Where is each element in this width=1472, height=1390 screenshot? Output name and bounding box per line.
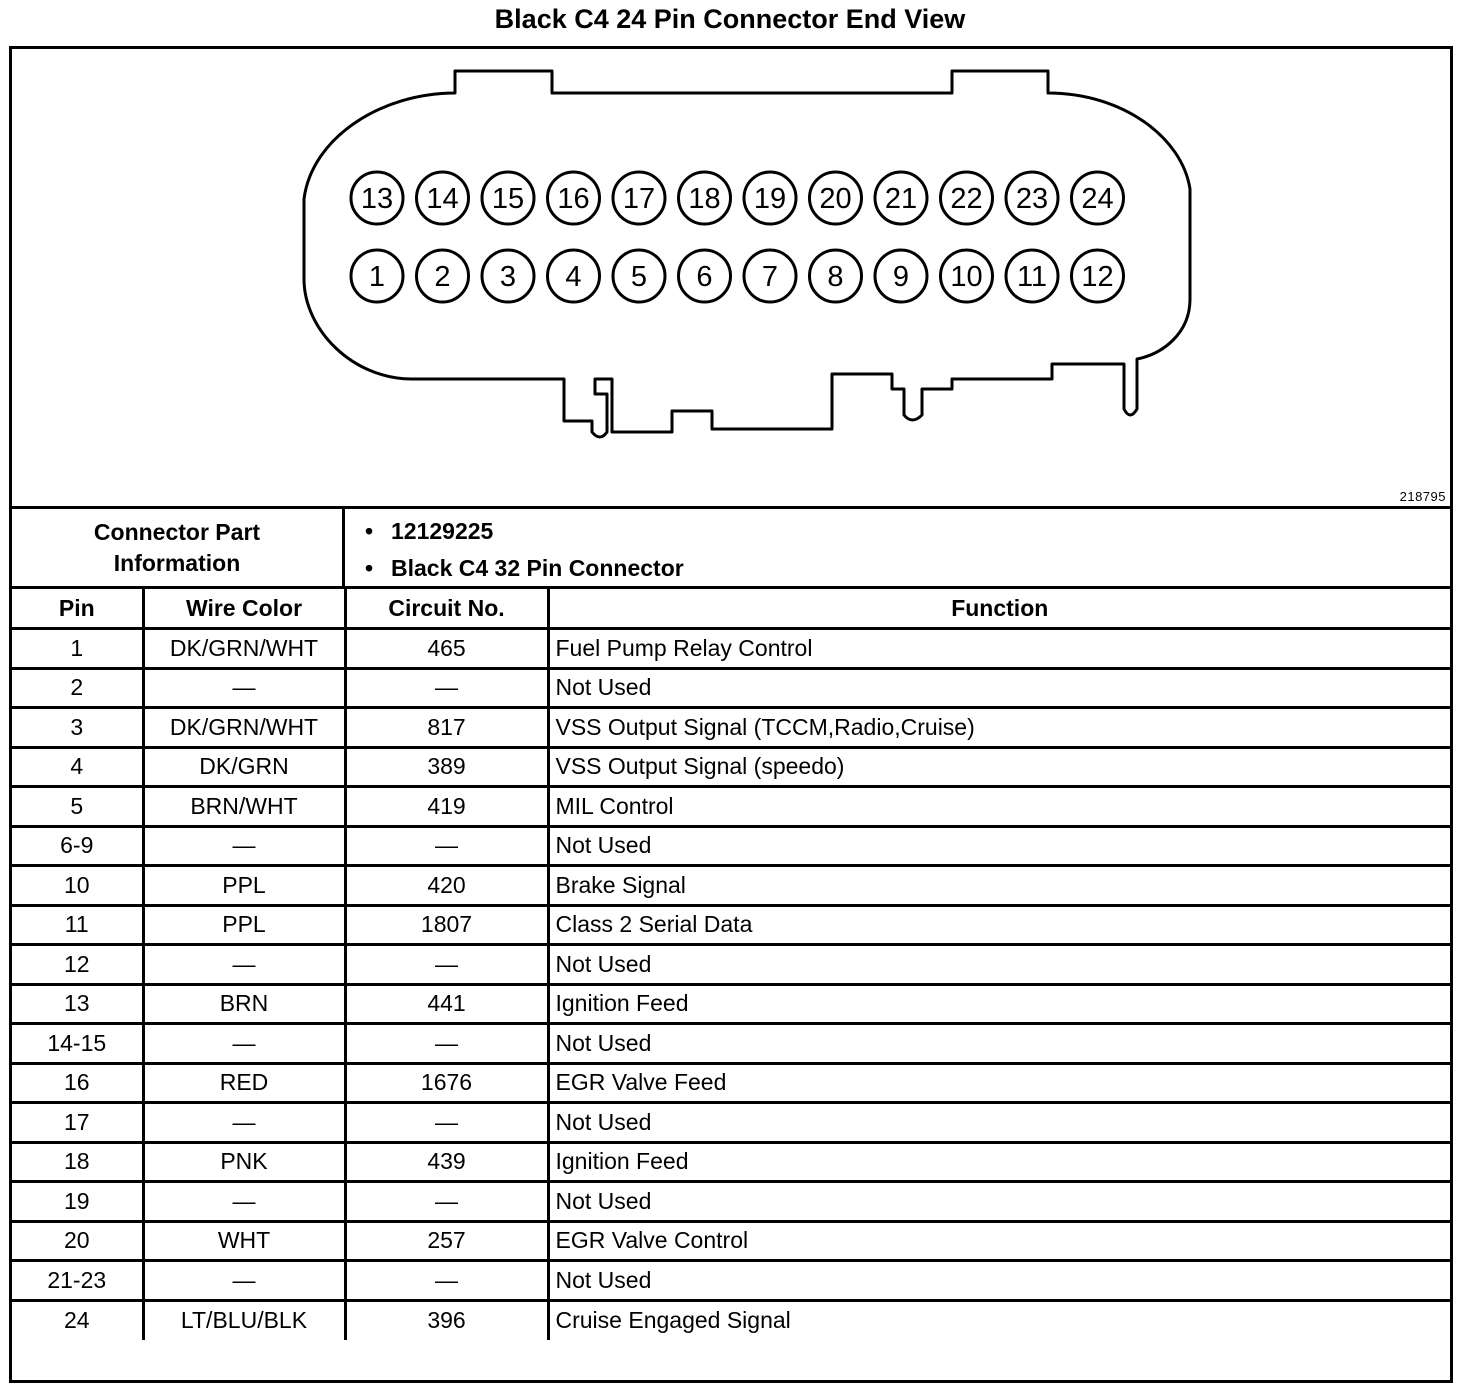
- circuit-no-cell: —: [345, 826, 548, 866]
- pin-row-bottom: [351, 250, 1124, 302]
- function-cell: Not Used: [548, 826, 1450, 866]
- connector-pin: [548, 172, 600, 224]
- part-info-label: [12, 509, 345, 586]
- connector-pin: [875, 250, 927, 302]
- table-row: [12, 1024, 1450, 1064]
- pin-number: 23: [1015, 183, 1049, 215]
- wire-color-cell: PPL: [143, 866, 345, 906]
- table-row: [12, 945, 1450, 985]
- circuit-no-cell: 1676: [345, 1063, 548, 1103]
- wire-color-cell: —: [143, 1103, 345, 1143]
- wire-color-cell: —: [143, 826, 345, 866]
- circuit-no-cell: 465: [345, 629, 548, 669]
- connector-pin: [941, 250, 993, 302]
- header-function: Function: [548, 589, 1450, 629]
- table-row: [12, 1261, 1450, 1301]
- table-row: [12, 747, 1450, 787]
- function-cell: Not Used: [548, 1103, 1450, 1143]
- pin-cell: 11: [12, 905, 143, 945]
- circuit-no-cell: 420: [345, 866, 548, 906]
- wire-color-cell: DK/GRN/WHT: [143, 708, 345, 748]
- part-number: • 12129225: [391, 513, 1450, 550]
- table-row: [12, 1103, 1450, 1143]
- table-row: [12, 668, 1450, 708]
- part-info-label-line1: Connector Part: [93, 518, 261, 545]
- connector-pin: [679, 172, 731, 224]
- function-cell: Not Used: [548, 945, 1450, 985]
- connector-drawing: [12, 49, 1450, 506]
- connector-pin: [810, 250, 862, 302]
- pin-cell: 16: [12, 1063, 143, 1103]
- header-wire-color: Wire Color: [143, 589, 345, 629]
- connector-pin: [351, 250, 403, 302]
- pinout-table: [12, 589, 1450, 1340]
- wire-color-cell: —: [143, 668, 345, 708]
- pin-number: 20: [819, 183, 852, 215]
- table-row: [12, 1182, 1450, 1222]
- connector-pin: [744, 250, 796, 302]
- function-cell: Ignition Feed: [548, 1142, 1450, 1182]
- pin-cell: 1: [12, 629, 143, 669]
- wire-color-cell: BRN/WHT: [143, 787, 345, 827]
- pin-cell: 18: [12, 1142, 143, 1182]
- wire-color-cell: RED: [143, 1063, 345, 1103]
- connector-pin: [351, 172, 403, 224]
- function-cell: Not Used: [548, 1261, 1450, 1301]
- connector-end-view: [12, 49, 1450, 509]
- pin-number: 11: [1016, 261, 1048, 293]
- pin-cell: 20: [12, 1221, 143, 1261]
- function-cell: Class 2 Serial Data: [548, 905, 1450, 945]
- circuit-no-cell: 817: [345, 708, 548, 748]
- connector-pin: [1072, 172, 1124, 224]
- figure-id: 218795: [1399, 489, 1446, 504]
- table-row: [12, 1142, 1450, 1182]
- circuit-no-cell: 1807: [345, 905, 548, 945]
- circuit-no-cell: 389: [345, 747, 548, 787]
- pin-number: 12: [1081, 261, 1114, 293]
- circuit-no-cell: 441: [345, 984, 548, 1024]
- wire-color-cell: PPL: [143, 905, 345, 945]
- connector-pin: [810, 172, 862, 224]
- table-row: [12, 787, 1450, 827]
- function-cell: Brake Signal: [548, 866, 1450, 906]
- pin-cell: 17: [12, 1103, 143, 1143]
- wire-color-cell: —: [143, 1261, 345, 1301]
- connector-housing-outline: [304, 71, 1190, 437]
- circuit-no-cell: —: [345, 668, 548, 708]
- function-cell: Fuel Pump Relay Control: [548, 629, 1450, 669]
- pin-number: 10: [950, 261, 983, 293]
- function-cell: MIL Control: [548, 787, 1450, 827]
- connector-pin: [1006, 250, 1058, 302]
- connector-pin: [548, 250, 600, 302]
- table-row: [12, 905, 1450, 945]
- table-row: [12, 708, 1450, 748]
- pin-cell: 6-9: [12, 826, 143, 866]
- circuit-no-cell: —: [345, 945, 548, 985]
- pin-number: 7: [761, 261, 779, 293]
- wire-color-cell: —: [143, 1024, 345, 1064]
- function-cell: VSS Output Signal (speedo): [548, 747, 1450, 787]
- circuit-no-cell: 396: [345, 1300, 548, 1340]
- wire-color-cell: —: [143, 945, 345, 985]
- pin-cell: 19: [12, 1182, 143, 1222]
- connector-pin: [941, 172, 993, 224]
- circuit-no-cell: —: [345, 1024, 548, 1064]
- pin-cell: 2: [12, 668, 143, 708]
- pin-number: 19: [753, 183, 787, 215]
- function-cell: Ignition Feed: [548, 984, 1450, 1024]
- pin-cell: 4: [12, 747, 143, 787]
- pin-number: 13: [360, 183, 394, 215]
- connector-pin: [875, 172, 927, 224]
- connector-pin: [613, 172, 665, 224]
- header-pin: Pin: [12, 589, 143, 629]
- connector-pin: [1072, 250, 1124, 302]
- pin-cell: 5: [12, 787, 143, 827]
- pin-number: 24: [1081, 183, 1114, 215]
- part-info-values: [345, 509, 1450, 586]
- table-row: [12, 1063, 1450, 1103]
- pin-number: 15: [491, 183, 525, 215]
- wire-color-cell: DK/GRN/WHT: [143, 629, 345, 669]
- wire-color-cell: LT/BLU/BLK: [143, 1300, 345, 1340]
- header-circuit-no: Circuit No.: [345, 589, 548, 629]
- circuit-no-cell: —: [345, 1182, 548, 1222]
- function-cell: VSS Output Signal (TCCM,Radio,Cruise): [548, 708, 1450, 748]
- connector-pin: [482, 172, 534, 224]
- pin-cell: 21-23: [12, 1261, 143, 1301]
- table-row: [12, 629, 1450, 669]
- pin-number: 14: [426, 183, 459, 215]
- table-row: [12, 1300, 1450, 1340]
- wire-color-cell: BRN: [143, 984, 345, 1024]
- pin-number: 17: [622, 183, 656, 215]
- table-row: [12, 866, 1450, 906]
- table-row: [12, 1221, 1450, 1261]
- function-cell: EGR Valve Feed: [548, 1063, 1450, 1103]
- pin-number: 9: [892, 261, 910, 293]
- pin-cell: 12: [12, 945, 143, 985]
- part-description: • Black C4 32 Pin Connector: [391, 550, 1450, 587]
- table-row: [12, 984, 1450, 1024]
- connector-pin: [417, 250, 469, 302]
- connector-pin: [482, 250, 534, 302]
- circuit-no-cell: —: [345, 1261, 548, 1301]
- pin-cell: 24: [12, 1300, 143, 1340]
- pinout-header-row: [12, 589, 1450, 629]
- pin-number: 3: [499, 261, 517, 293]
- wire-color-cell: WHT: [143, 1221, 345, 1261]
- connector-pin: [1006, 172, 1058, 224]
- wire-color-cell: PNK: [143, 1142, 345, 1182]
- connector-pin: [417, 172, 469, 224]
- connector-part-info: [12, 509, 1450, 589]
- pin-number: 5: [630, 261, 648, 293]
- pin-cell: 13: [12, 984, 143, 1024]
- connector-pin: [613, 250, 665, 302]
- pin-number: 22: [950, 183, 983, 215]
- wire-color-cell: —: [143, 1182, 345, 1222]
- pin-cell: 3: [12, 708, 143, 748]
- pin-number: 16: [557, 183, 590, 215]
- circuit-no-cell: 257: [345, 1221, 548, 1261]
- pin-number: 21: [884, 183, 918, 215]
- function-cell: Not Used: [548, 668, 1450, 708]
- pin-number: 4: [565, 261, 582, 293]
- table-row: [12, 826, 1450, 866]
- wire-color-cell: DK/GRN: [143, 747, 345, 787]
- function-cell: Not Used: [548, 1024, 1450, 1064]
- circuit-no-cell: 419: [345, 787, 548, 827]
- pin-number: 1: [368, 261, 386, 293]
- pin-number: 2: [434, 261, 451, 293]
- circuit-no-cell: 439: [345, 1142, 548, 1182]
- pin-number: 8: [827, 261, 844, 293]
- circuit-no-cell: —: [345, 1103, 548, 1143]
- connector-pin: [679, 250, 731, 302]
- function-cell: EGR Valve Control: [548, 1221, 1450, 1261]
- diagram-frame: [9, 46, 1453, 1383]
- pin-row-top: [351, 172, 1124, 224]
- pin-number: 6: [696, 261, 713, 293]
- pin-cell: 10: [12, 866, 143, 906]
- pin-cell: 14-15: [12, 1024, 143, 1064]
- function-cell: Cruise Engaged Signal: [555, 1307, 791, 1333]
- part-info-label-line2: Information: [113, 549, 241, 576]
- function-cell: Not Used: [548, 1182, 1450, 1222]
- pin-number: 18: [688, 183, 721, 215]
- connector-pin: [744, 172, 796, 224]
- page-title: Black C4 24 Pin Connector End View: [494, 4, 966, 34]
